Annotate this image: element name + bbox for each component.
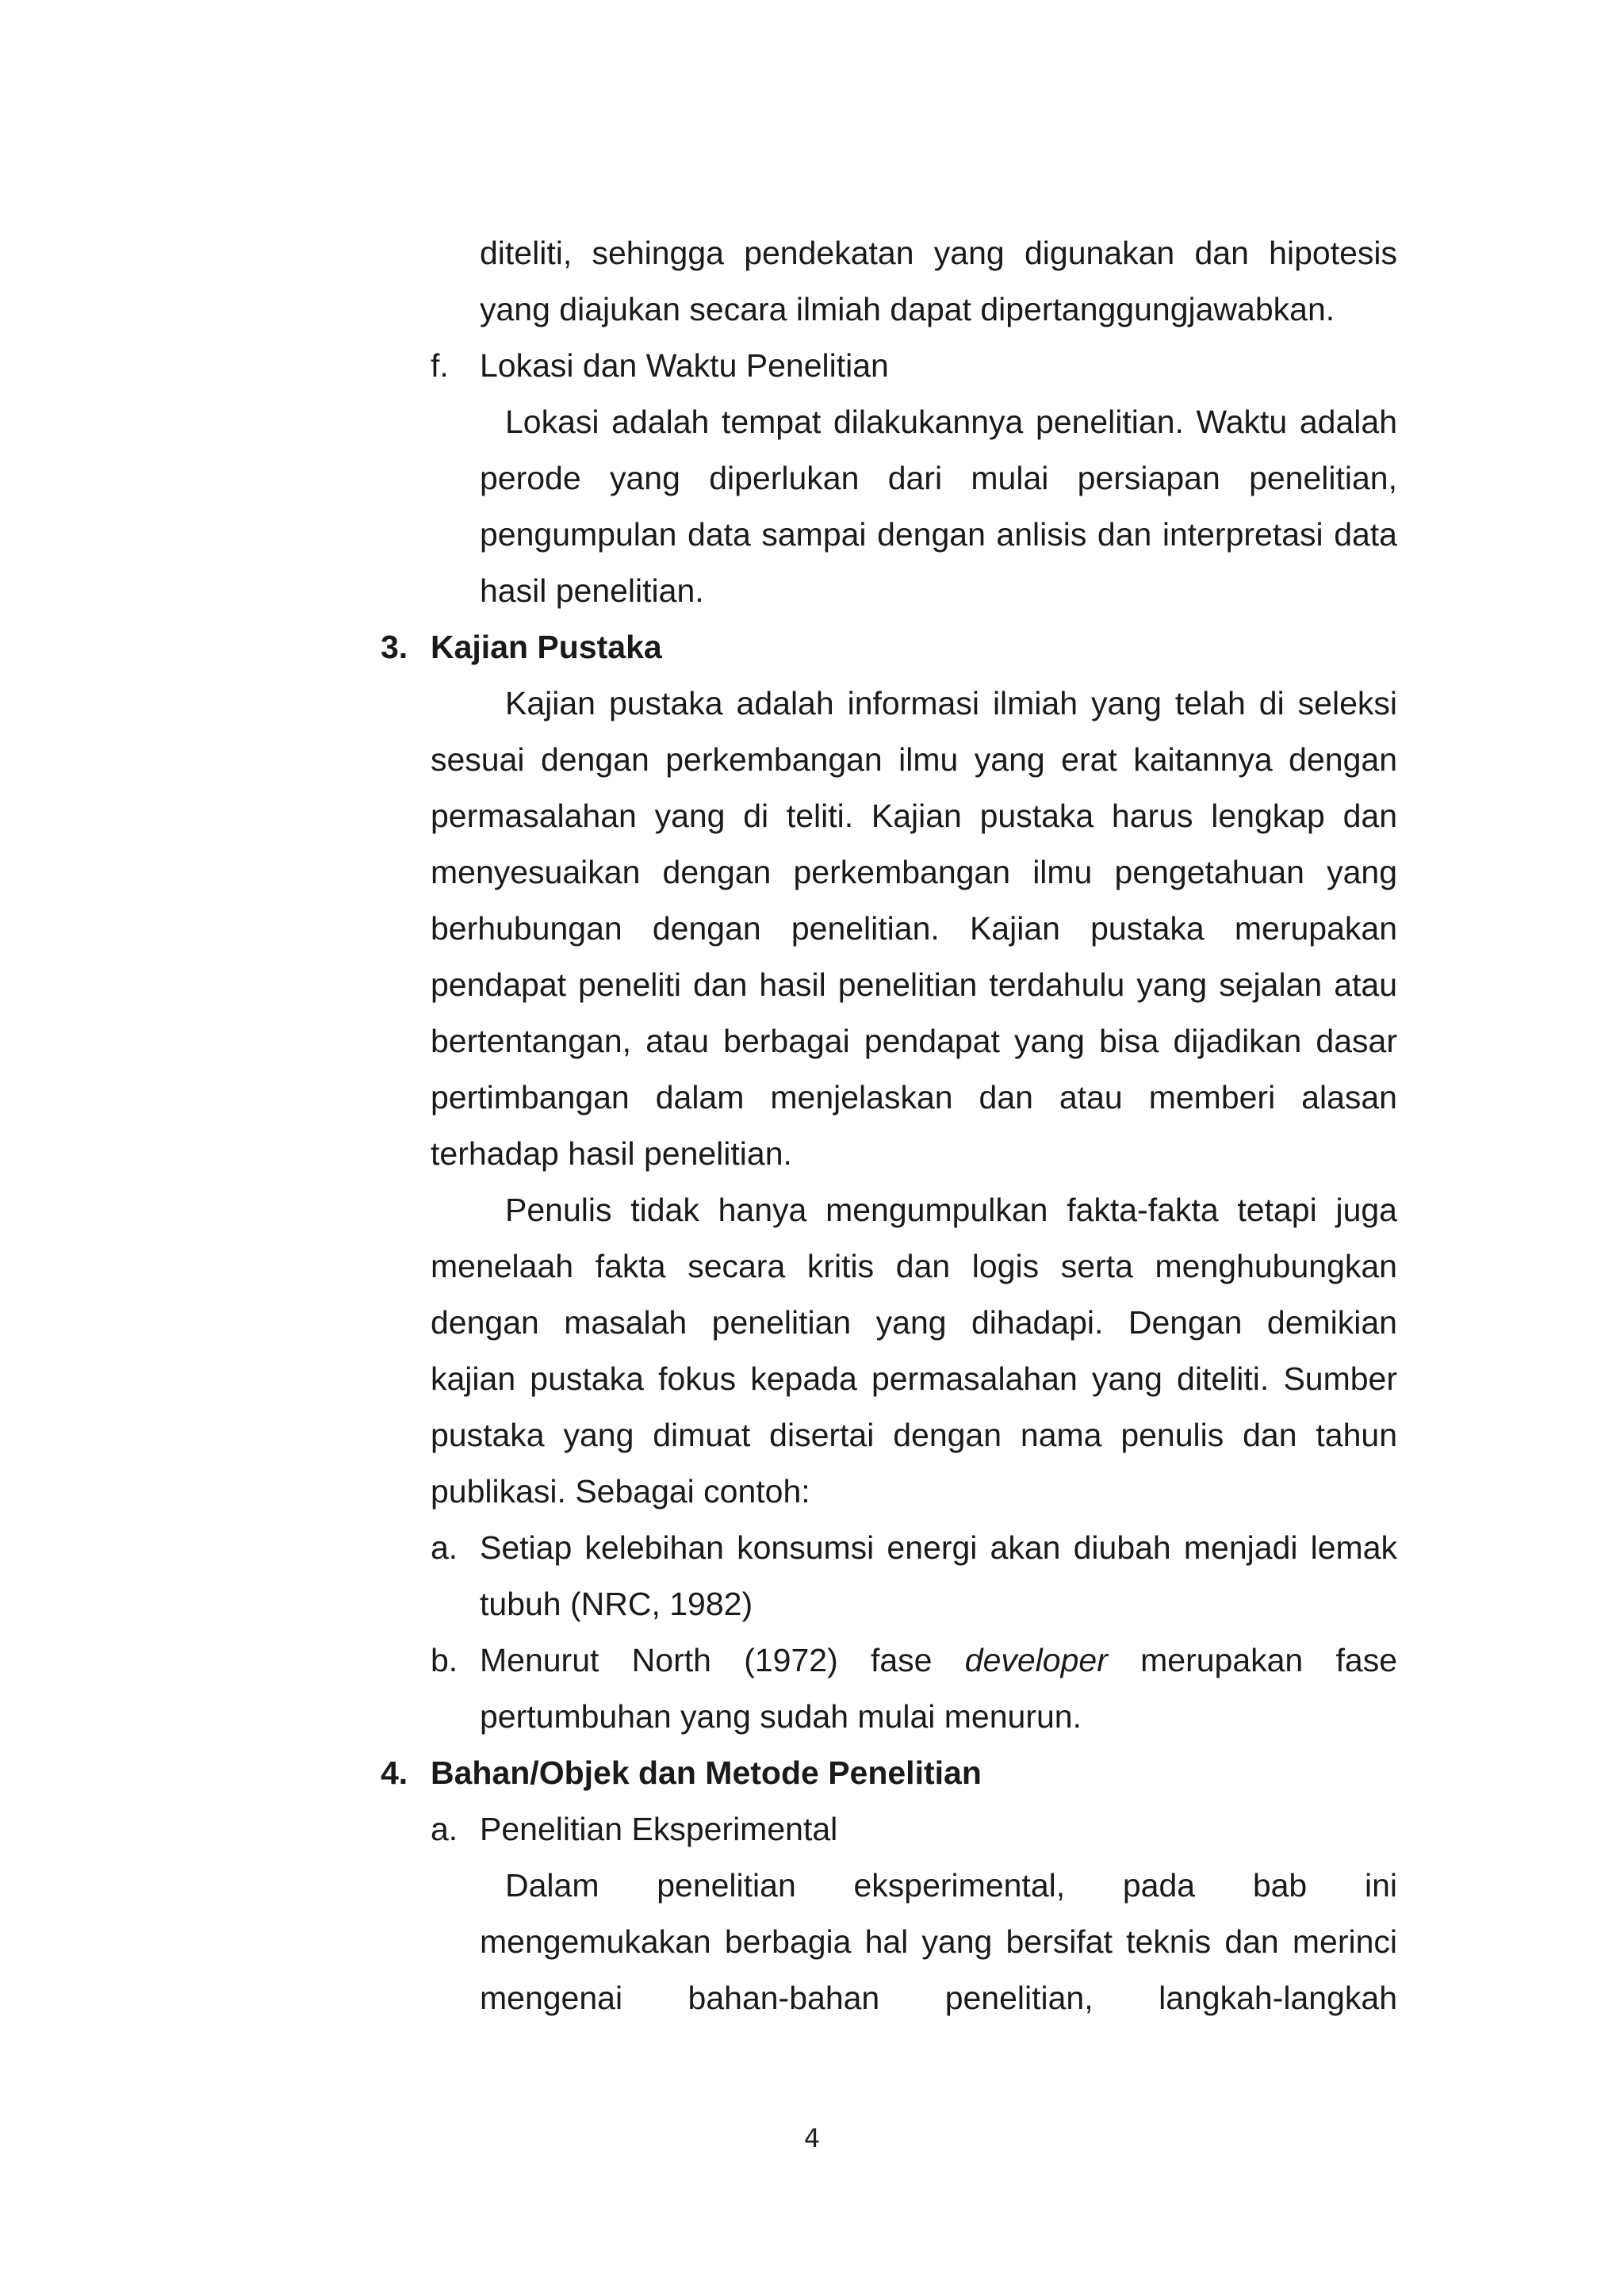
list-marker: b. <box>431 1642 458 1678</box>
list-item-text-part: merupakan fase <box>1107 1642 1397 1678</box>
body-text-line: mengemukakan berbagia hal yang bersifat teknis dan merinci <box>480 1923 1397 1960</box>
body-text-line: perode yang diperlukan dari mulai persiapan penelitian, <box>480 460 1397 496</box>
body-text-line: Lokasi adalah tempat dilakukannya penelitian. Waktu adalah <box>505 404 1397 440</box>
section-number: 3. <box>381 629 408 665</box>
list-marker: a. <box>431 1529 458 1566</box>
list-item-text: tubuh (NRC, 1982) <box>480 1586 753 1622</box>
body-text-line: berhubungan dengan penelitian. Kajian pustaka merupakan <box>431 910 1397 947</box>
subsection-heading: Penelitian Eksperimental <box>480 1811 838 1847</box>
section-heading: Bahan/Objek dan Metode Penelitian <box>431 1755 982 1791</box>
list-marker: a. <box>431 1811 458 1847</box>
body-text-line: menyesuaikan dengan perkembangan ilmu pengetahuan yang <box>431 854 1397 890</box>
italic-term: developer <box>964 1642 1108 1678</box>
body-text-line: bertentangan, atau berbagai pendapat yang bisa dijadikan dasar <box>431 1023 1397 1059</box>
body-text-line: pendapat peneliti dan hasil penelitian terdahulu yang sejalan atau <box>431 966 1397 1003</box>
list-item-text-part: Menurut North (1972) fase <box>480 1642 965 1678</box>
body-text-line: permasalahan yang di teliti. Kajian pustaka harus lengkap dan <box>431 798 1397 834</box>
section-heading: Kajian Pustaka <box>431 629 662 665</box>
body-text-line: sesuai dengan perkembangan ilmu yang erat kaitannya dengan <box>431 741 1397 778</box>
body-text-line: terhadap hasil penelitian. <box>431 1135 792 1172</box>
body-text-line: diteliti, sehingga pendekatan yang digunakan dan hipotesis <box>480 235 1397 271</box>
body-text-line: Penulis tidak hanya mengumpulkan fakta-fakta tetapi juga <box>505 1192 1397 1228</box>
body-text-line: pustaka yang dimuat disertai dengan nama penulis dan tahun <box>431 1417 1397 1453</box>
body-text-line: publikasi. Sebagai contoh: <box>431 1473 810 1510</box>
list-item-text: pertumbuhan yang sudah mulai menurun. <box>480 1698 1082 1735</box>
body-text-line: pertimbangan dalam menjelaskan dan atau memberi alasan <box>431 1079 1397 1115</box>
body-text-line: Dalam penelitian eksperimental, pada bab ini <box>505 1867 1397 1904</box>
body-text-line: menelaah fakta secara kritis dan logis serta menghubungkan <box>431 1248 1397 1284</box>
body-text-line: pengumpulan data sampai dengan anlisis dan interpretasi data <box>480 516 1397 553</box>
body-text-line: yang diajukan secara ilmiah dapat dipertanggungjawabkan. <box>480 291 1335 327</box>
list-item-text: Setiap kelebihan konsumsi energi akan diubah menjadi lemak <box>480 1529 1397 1566</box>
page-number: 4 <box>803 2123 821 2153</box>
subsection-heading: Lokasi dan Waktu Penelitian <box>480 347 889 384</box>
body-text-line: kajian pustaka fokus kepada permasalahan yang diteliti. Sumber <box>431 1360 1397 1397</box>
body-text-line: Kajian pustaka adalah informasi ilmiah yang telah di seleksi <box>505 685 1397 721</box>
body-text-line: hasil penelitian. <box>480 572 704 609</box>
section-number: 4. <box>381 1755 408 1791</box>
list-marker: f. <box>431 347 449 384</box>
body-text-line: mengenai bahan-bahan penelitian, langkah-langkah <box>480 1980 1397 2016</box>
body-text-line: dengan masalah penelitian yang dihadapi. Dengan demikian <box>431 1304 1397 1341</box>
list-item-text <box>480 1636 1397 1684</box>
